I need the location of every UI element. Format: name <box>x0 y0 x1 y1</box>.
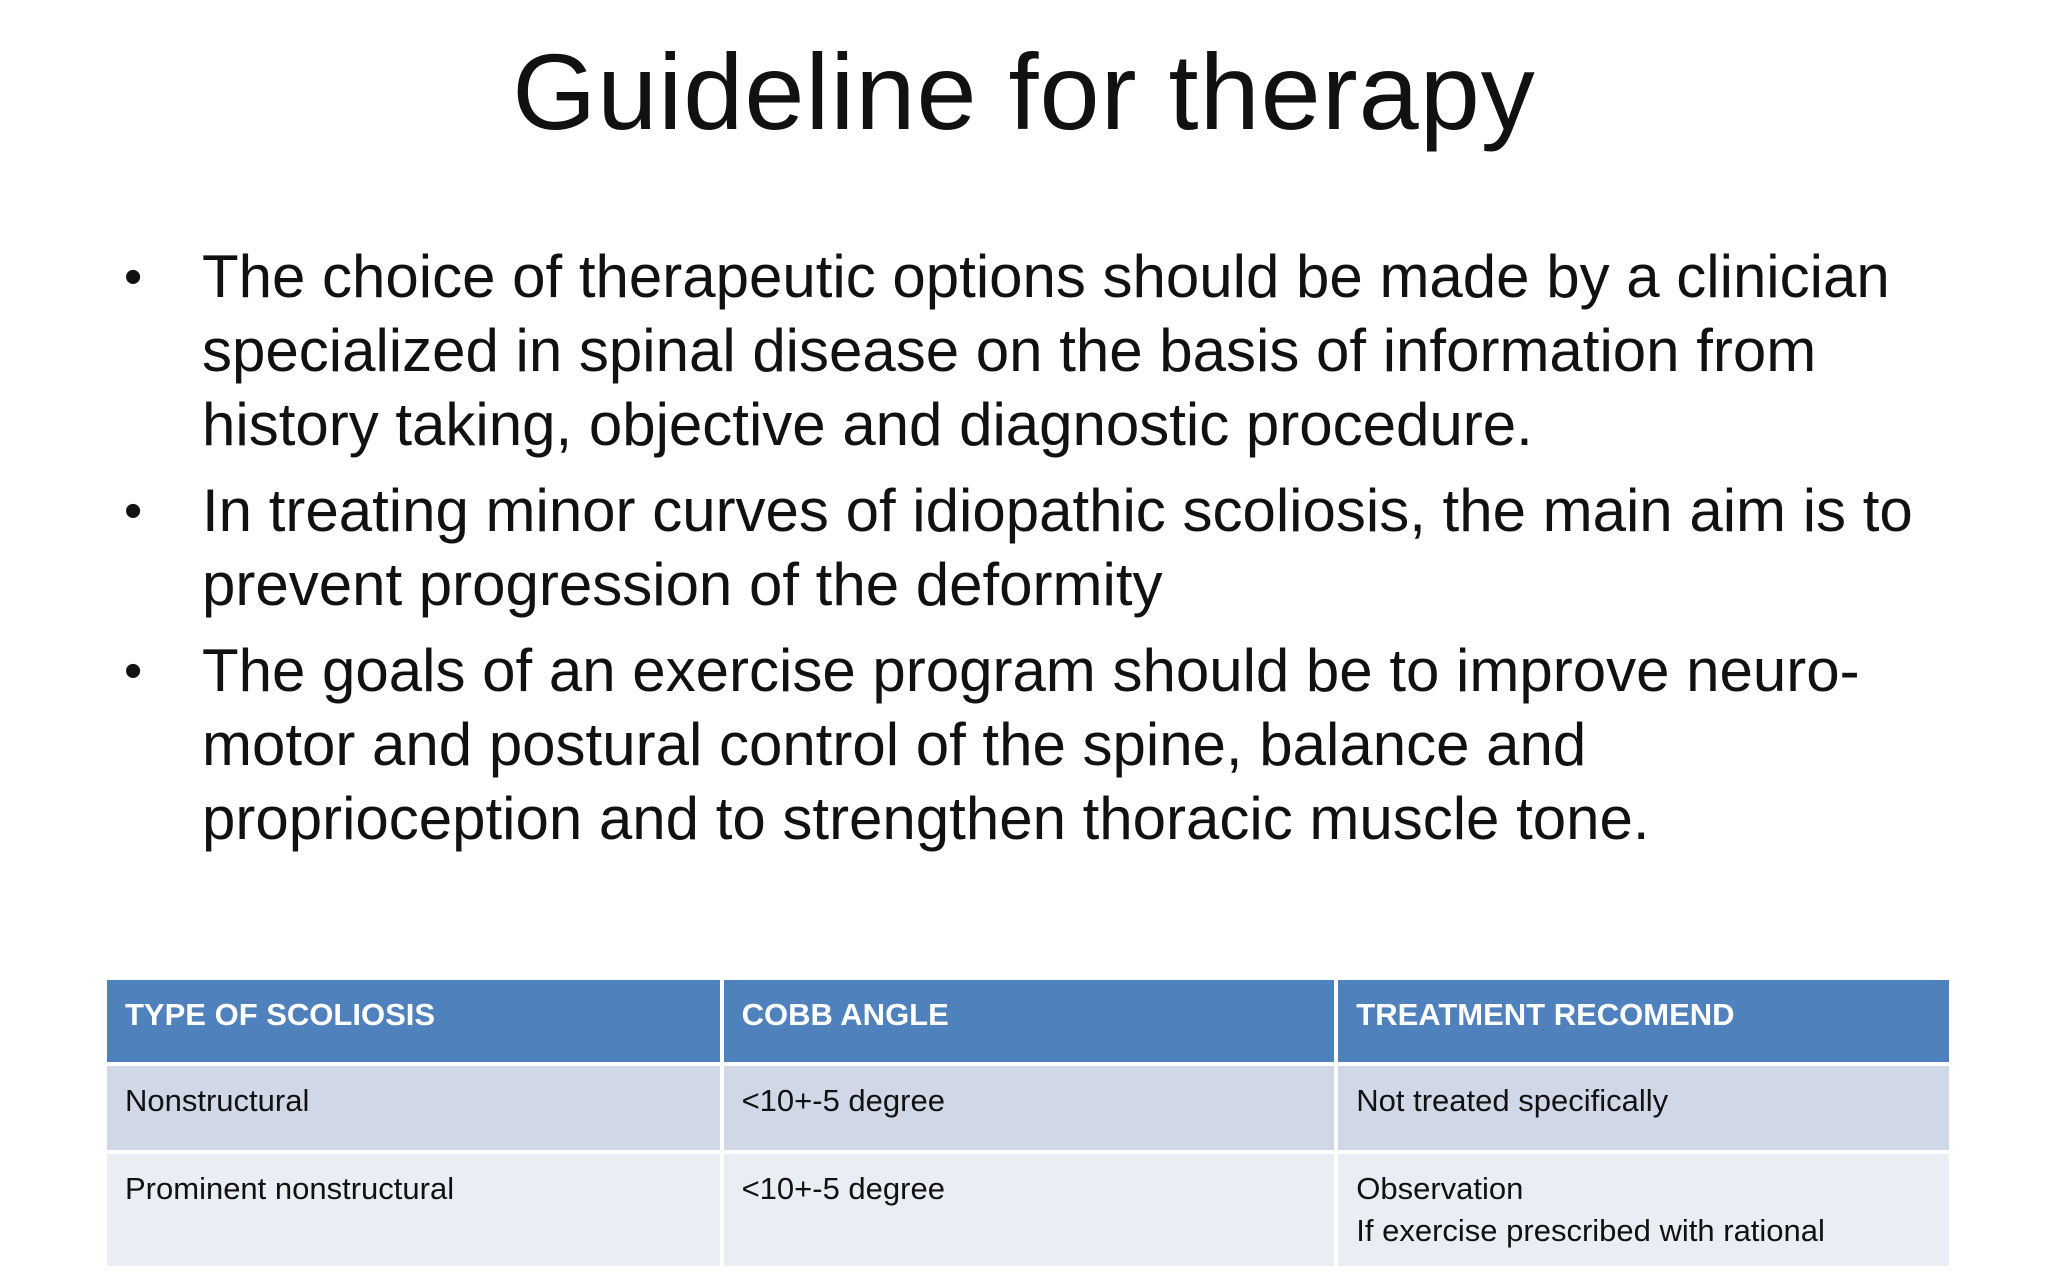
cell-treatment <box>1336 1152 1951 1268</box>
column-header-treatment: TREATMENT RECOMEND <box>1336 978 1951 1064</box>
bullet-icon: • <box>124 482 143 540</box>
bullet-text: The goals of an exercise program should be to improve neuro-motor and postural control of the spine, balance and proprioception and to strengthen thoracic muscle tone. <box>202 637 1860 852</box>
bullet-item <box>120 240 1980 462</box>
table-row <box>105 1152 1951 1268</box>
bullet-icon: • <box>124 248 143 306</box>
cell-cobb-angle: <10+-5 degree <box>722 1152 1337 1268</box>
cell-type: Nonstructural <box>105 1064 722 1152</box>
treatment-line: If exercise prescribed with rational <box>1356 1213 1825 1248</box>
cell-type: Prominent nonstructural <box>105 1152 722 1268</box>
slide-title: Guideline for therapy <box>512 31 1536 152</box>
bullet-list <box>120 240 1980 868</box>
cell-treatment <box>1336 1064 1951 1152</box>
bullet-text: The choice of therapeutic options should be made by a clinician specialized in spinal disease on the basis of information from history taking, objective and diagnostic procedure. <box>202 243 1890 458</box>
cell-cobb-angle: <10+-5 degree <box>722 1064 1337 1152</box>
bullet-item <box>120 474 1980 622</box>
table-row <box>105 1064 1951 1152</box>
treatment-line: Not treated specifically <box>1356 1083 1669 1118</box>
bullet-item <box>120 634 1980 856</box>
bullet-text: In treating minor curves of idiopathic scoliosis, the main aim is to prevent progression of the deformity <box>202 477 1913 618</box>
column-header-type: TYPE OF SCOLIOSIS <box>105 978 722 1064</box>
treatment-line: Observation <box>1356 1171 1524 1206</box>
column-header-cobb-angle: COBB ANGLE <box>722 978 1337 1064</box>
bullet-icon: • <box>124 642 143 700</box>
table-header-row <box>105 978 1951 1064</box>
scoliosis-treatment-table <box>103 976 1953 1270</box>
